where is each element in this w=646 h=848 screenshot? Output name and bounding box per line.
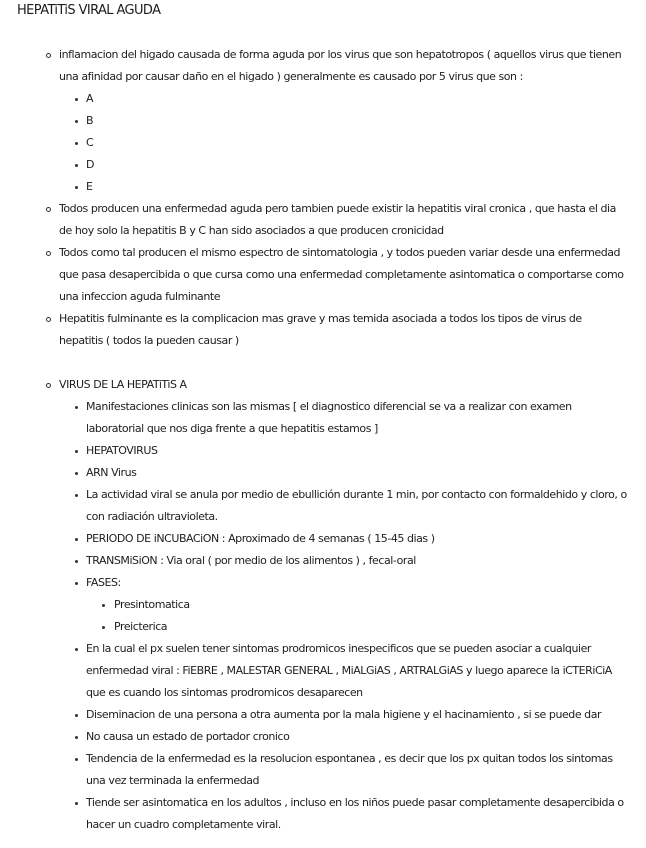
fases-item xyxy=(0,572,628,638)
list-item: Manifestaciones clinicas son las mismas [ el diagnostico diferencial se va a realizar con examen laboratorial que nos diga frente a que hepatitis estamos ] xyxy=(0,396,628,440)
list-item: Tendencia de la enfermedad es la resolucion espontanea , es decir que los px quitan todos los sintomas una vez terminada la enfermedad xyxy=(0,748,628,792)
list-item: ARN Virus xyxy=(0,462,628,484)
list-item: Tiende ser asintomatica en los adultos , incluso en los niños puede pasar completamente desapercibida o hacer un cuadro completamente viral. xyxy=(0,792,628,836)
page-title: HEPATiTiS VIRAL AGUDA xyxy=(17,3,161,18)
list-item: No causa un estado de portador cronico xyxy=(0,726,628,748)
list-item: HEPATOVIRUS xyxy=(0,440,628,462)
list-item: Diseminacion de una persona a otra aumenta por la mala higiene y el hacinamiento , si se puede dar xyxy=(0,704,628,726)
section-virus-a xyxy=(0,374,628,836)
fase-item: Preicterica xyxy=(0,616,628,638)
virus-types-list xyxy=(0,88,628,198)
list-item: La actividad viral se anula por medio de ebullición durante 1 min, por contacto con formaldehido y cloro, o con radiación ultravioleta. xyxy=(0,484,628,528)
fases-list xyxy=(0,594,628,638)
item-text: inflamacion del higado causada de forma aguda por los virus que son hepatotropos ( aquellos virus que tienen una afinidad por causar daño en el higado ) generalmente es causado por 5 virus que son : xyxy=(59,48,622,83)
list-item xyxy=(0,44,628,198)
list-item: PERIODO DE iNCUBACiON : Aproximado de 4 semanas ( 15-45 dias ) xyxy=(0,528,628,550)
virus-type-item: B xyxy=(0,110,628,132)
virus-type-item: C xyxy=(0,132,628,154)
section-heading: VIRUS DE LA HEPATiTiS A xyxy=(59,378,187,391)
list-item: En la cual el px suelen tener sintomas prodromicos inespecificos que se pueden asociar a cualquier enfermedad viral : FiEBRE , MALESTAR GENERAL , MiALGiAS , ARTRALGiAS y luego aparece la iCTERiCiA que es cuando los sintomas prodromicos desaparecen xyxy=(0,638,628,704)
list-item: TRANSMiSiON : Via oral ( por medio de los alimentos ) , fecal-oral xyxy=(0,550,628,572)
fases-label: FASES: xyxy=(86,576,121,589)
list-item: Todos como tal producen el mismo espectro de sintomatologia , y todos pueden variar desde una enfermedad que pasa desapercibida o que cursa como una enfermedad completamente asintomatica o comportarse como una infeccion aguda fulminante xyxy=(0,242,628,308)
virus-a-list xyxy=(0,396,628,836)
list-item: Todos producen una enfermedad aguda pero tambien puede existir la hepatitis viral cronica , que hasta el dia de hoy solo la hepatitis B y C han sido asociados a que producen cronicidad xyxy=(0,198,628,242)
fase-item: Presintomatica xyxy=(0,594,628,616)
virus-type-item: A xyxy=(0,88,628,110)
list-item: Hepatitis fulminante es la complicacion mas grave y mas temida asociada a todos los tipos de virus de hepatitis ( todos la pueden causar ) xyxy=(0,308,628,352)
virus-type-item: E xyxy=(0,176,628,198)
notes-list xyxy=(0,44,628,836)
virus-type-item: D xyxy=(0,154,628,176)
